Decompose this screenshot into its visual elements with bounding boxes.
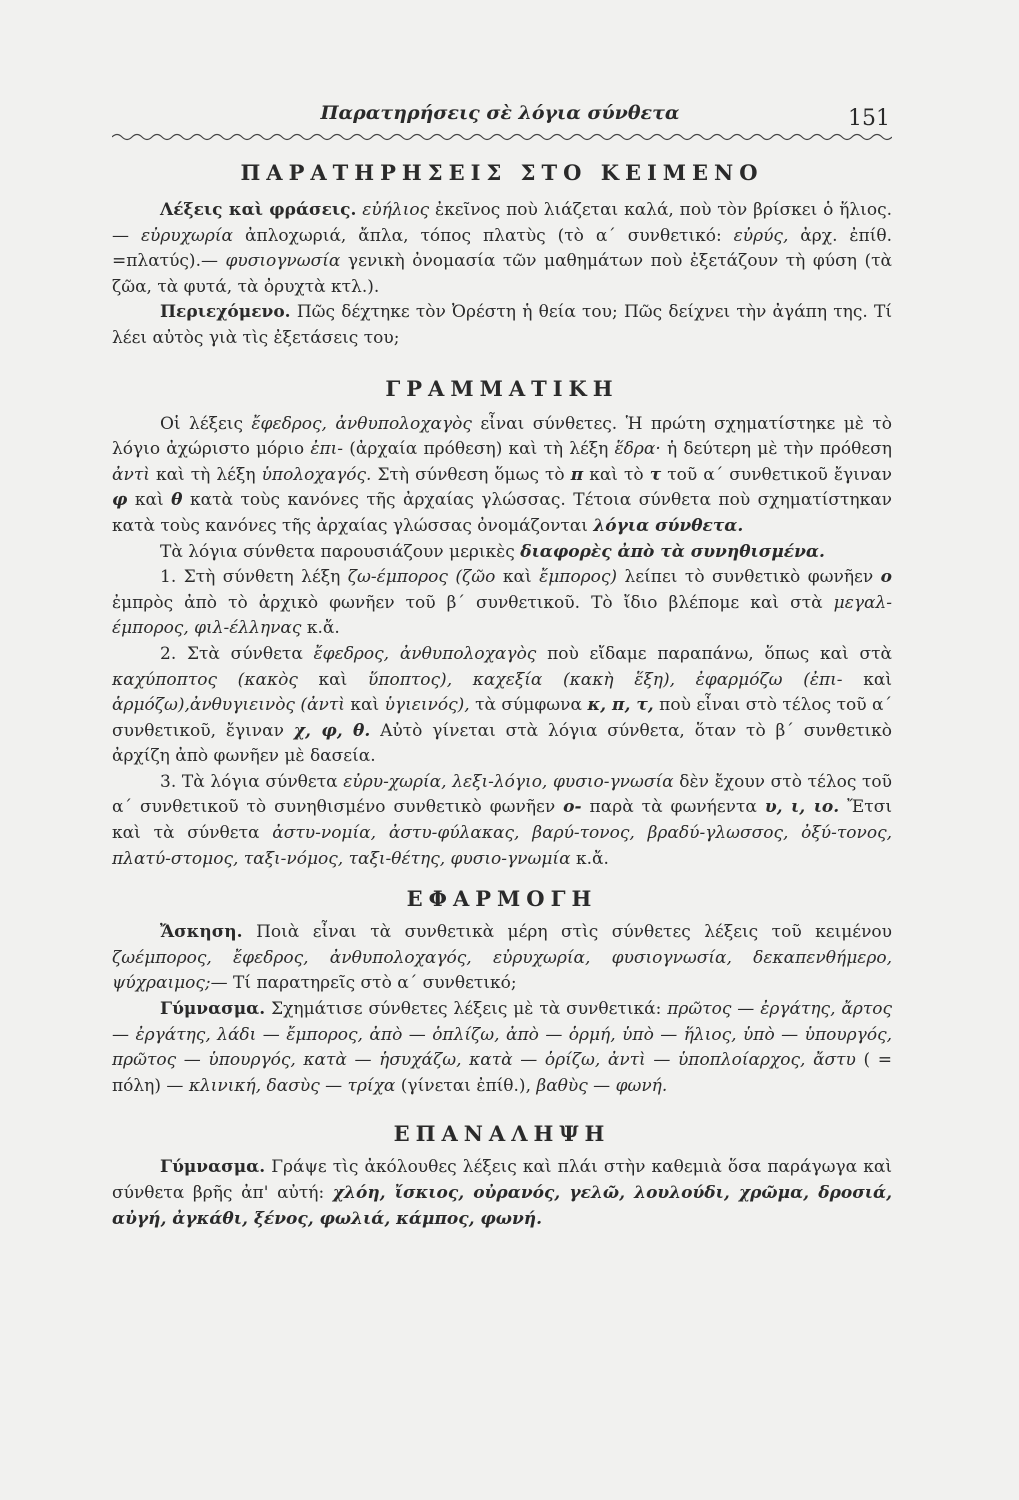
label-exercise: Ἄσκηση. <box>160 922 243 943</box>
term: πρῶτος — ἐργάτης, ἄρτος — ἐργάτης, λάδι — ἔμπορος, ἀπὸ — ὁπλίζω, ἀπὸ — ὁρμή, ὑπὸ — ἥλιος, ὑπὸ — ὑπουργός, πρῶτος — ὑπουργός, κατὰ — ἡσυχάζω, κατὰ — ὁρίζω, ἀντὶ — ὑποπλοίαρχος, ἄστυ <box>112 999 892 1071</box>
page-number: 151 <box>848 106 890 131</box>
text: ἡ δεύτερη μὲ τὴν πρόθεση <box>660 439 892 460</box>
term: διαφορὲς ἀπὸ τὰ συνηθισμένα. <box>520 541 825 562</box>
term: ὑπολοχαγός. <box>261 464 372 485</box>
text: Στὴ σύνθεση ὅμως τὸ <box>371 464 571 485</box>
text: παρὰ τὰ φωνήεντα <box>581 797 765 818</box>
section-heading-review: ΕΠΑΝΑΛΗΨΗ <box>393 1121 611 1147</box>
term: π <box>570 464 584 485</box>
text: Τὰ λόγια σύνθετα παρουσιάζουν μερικὲς <box>160 541 521 562</box>
term: καχύποπτος (κακὸς <box>112 669 298 690</box>
text: καὶ <box>842 669 892 690</box>
label-words-phrases: Λέξεις καὶ φράσεις. <box>160 200 357 220</box>
term: μεγαλ-έμπορος, φιλ-έλληνας <box>112 592 892 639</box>
text: ἀπλοχωριά, ἄπλα, τόπος πλατὺς (τὸ α΄ συνθετικό: <box>233 225 734 246</box>
term: χ, φ, θ. <box>293 720 371 741</box>
text: εἶναι σύνθετες. Ἡ πρώτη σχηματίστηκε μὲ τὸ λόγιο ἀχώριστο μόριο <box>112 413 892 460</box>
text: δὲν ἔχουν στὸ τέλος τοῦ α΄ συνθετικοῦ τὸ συνηθισμένο συνθετικὸ φωνῆεν <box>112 771 893 818</box>
text: ποὺ εἶναι στὸ τέλος τοῦ α΄ συνθετικοῦ, ἔγιναν <box>112 695 893 741</box>
paragraph-differences <box>112 540 892 566</box>
text: ἀρχ. ἐπίθ. =πλατύς).— <box>112 225 892 272</box>
text: Αὐτὸ γίνεται στὰ λόγια σύνθετα, ὅταν τὸ β΄ συνθετικὸ ἀρχίζη ἀπὸ φωνῆεν μὲ δασεία. <box>112 720 893 767</box>
term: τ <box>649 464 662 485</box>
text: καὶ τὴ λέξη <box>149 464 262 485</box>
text: καὶ <box>297 669 368 690</box>
section-heading-grammar: ΓΡΑΜΜΑΤΙΚΗ <box>385 375 619 401</box>
term: ἔμπορος) <box>539 567 618 588</box>
term: ὑγιεινός), <box>384 695 470 716</box>
term: ἀστυ-νομία, ἀστυ-φύλακας, βαρύ-τονος, βραδύ-γλωσσος, ὀξύ-τονος, πλατύ-στομος, ταξι-νόμος, ταξι-θέτης, φυσιο-γνωμία <box>112 823 892 869</box>
text: 3. Τὰ λόγια σύνθετα <box>160 771 344 792</box>
paragraph-drill-2 <box>112 1155 892 1232</box>
paragraph-drill-1 <box>112 997 892 1099</box>
label-drill: Γύμνασμα. <box>160 999 266 1020</box>
term: ἁρμόζω),ἀνθυγιεινὸς (ἀντὶ <box>112 695 345 716</box>
term: ἔφεδρος, ἀνθυπολοχαγὸς <box>251 413 472 434</box>
wavy-rule <box>112 130 892 144</box>
term: ζω-έμπορος (ζῶο <box>347 567 496 588</box>
page-header <box>110 100 890 130</box>
text: καὶ τὸ <box>583 464 650 485</box>
text: ἐμπρὸς ἀπὸ τὸ ἀρχικὸ φωνῆεν τοῦ β΄ συνθετικοῦ. Τὸ ἴδιο βλέπομε καὶ στὰ <box>112 592 834 613</box>
text: λείπει τὸ συνθετικὸ φωνῆεν <box>617 567 881 588</box>
paragraph-exercise <box>112 920 892 997</box>
term: εὐρύς, <box>733 225 789 246</box>
text: καὶ <box>344 695 385 716</box>
paragraph-words-phrases <box>112 198 892 300</box>
text: γενικὴ ὀνομασία τῶν μαθημάτων ποὺ ἐξετάζουν τὴ φύση (τὰ ζῶα, τὰ φυτά, τὰ ὀρυχτὰ κτλ.). <box>112 251 892 297</box>
page-body <box>112 158 892 1232</box>
term: εὐρυχωρία <box>140 225 234 246</box>
text: καὶ <box>127 490 172 511</box>
text: (ἀρχαία πρόθεση) καὶ τὴ λέξη <box>343 439 615 460</box>
text: Σχημάτισε σύνθετες λέξεις μὲ τὰ συνθετικά: <box>265 999 668 1020</box>
text: Πῶς δέχτηκε τὸν Ὀρέστη ἡ θεία του; Πῶς δείχνει τὴν ἀγάπη της. Τί λέει αὐτὸς γιὰ τὶς ἐξετάσεις του; <box>112 302 892 348</box>
section-heading-observations: ΠΑΡΑΤΗΡΗΣΕΙΣ ΣΤΟ ΚΕΙΜΕΝΟ <box>240 160 764 185</box>
text: ( = πόλη) — <box>112 1050 892 1096</box>
text: Ἔτσι καὶ τὰ σύνθετα <box>112 797 892 844</box>
term: ἕδρα· <box>614 439 661 460</box>
paragraph-content <box>112 300 892 351</box>
text: (γίνεται ἐπίθ.), <box>395 1075 537 1096</box>
paragraph-rule-3 <box>112 770 892 872</box>
paragraph-rule-2 <box>112 642 892 770</box>
term: κλινική, δασὺς — τρίχα <box>188 1075 396 1096</box>
term: ζωέμπορος, ἔφεδρος, ἀνθυπολοχαγός, εὐρυχωρία, φυσιογνωσία, δεκαπενθήμερο, ψύχραιμος; <box>112 947 892 994</box>
text: καὶ <box>495 567 540 588</box>
text: 2. Στὰ σύνθετα <box>160 643 314 664</box>
text: Γράψε τὶς ἀκόλουθες λέξεις καὶ πλάι στὴν καθεμιὰ ὅσα παράγωγα καὶ σύνθετα βρῆς ἀπ' αὐτή: <box>112 1157 892 1203</box>
term: ο <box>880 567 893 588</box>
text: Ποιὰ εἶναι τὰ συνθετικὰ μέρη στὶς σύνθετες λέξεις τοῦ κειμένου <box>242 922 892 943</box>
text: 1. Στὴ σύνθετη λέξη <box>160 567 348 588</box>
text: Οἱ λέξεις <box>160 413 252 434</box>
paragraph-grammar-intro <box>112 412 892 540</box>
section-heading-application: ΕΦΑΡΜΟΓΗ <box>406 886 598 912</box>
text: τοῦ α΄ συνθετικοῦ ἔγιναν <box>661 464 892 485</box>
term: ο- <box>563 797 582 818</box>
text: κ.ἄ. <box>570 848 609 869</box>
label-drill: Γύμνασμα. <box>160 1157 266 1178</box>
term: ἔφεδρος, ἀνθυπολοχαγὸς <box>313 643 537 664</box>
term: φυσιογνωσία <box>225 251 341 272</box>
text: κ.ἄ. <box>301 618 340 639</box>
label-content: Περιεχόμενο. <box>160 302 291 323</box>
running-title: Παρατηρήσεις σὲ λόγια σύνθετα <box>320 102 680 124</box>
paragraph-rule-1 <box>112 565 892 642</box>
term: ὕποπτος), καχεξία (κακὴ ἕξη), ἐφαρμόζω (ἐπι- <box>367 669 843 690</box>
term: χλόη, ἴσκιος, οὐρανός, γελῶ, λουλούδι, χρῶμα, δροσιά, αὐγή, ἀγκάθι, ξένος, φωλιά, κάμπος, φωνή. <box>112 1183 892 1229</box>
text: κατὰ τοὺς κανόνες τῆς ἀρχαίας γλώσσας. Τέτοια σύνθετα ποὺ σχηματίστηκαν κατὰ τοὺς κανόνες τῆς ἀρχαίας γλώσσας ὀνομάζονται <box>112 490 893 536</box>
term: λόγια σύνθετα. <box>593 515 744 536</box>
term: ἀντὶ <box>112 464 150 485</box>
term: βαθὺς — φωνή. <box>536 1075 668 1096</box>
text: ποὺ εἴδαμε παραπάνω, ὅπως καὶ στὰ <box>536 643 892 664</box>
text: ἐκεῖνος ποὺ λιάζεται καλά, ποὺ τὸν βρίσκει ὁ ἥλιος.— <box>112 200 892 246</box>
term: ἐπι- <box>310 439 344 460</box>
text: — Τί παρατηρεῖς στὸ α΄ συνθετικό; <box>210 973 517 994</box>
term: εὐρυ-χωρία, λεξι-λόγιο, φυσιο-γνωσία <box>343 771 674 792</box>
term: υ, ι, ιο. <box>764 797 840 818</box>
term: θ <box>171 490 183 511</box>
term: φ <box>112 490 128 511</box>
term: κ, π, τ, <box>587 695 654 716</box>
term: εὐήλιος <box>362 200 430 220</box>
text: τὰ σύμφωνα <box>469 695 588 716</box>
